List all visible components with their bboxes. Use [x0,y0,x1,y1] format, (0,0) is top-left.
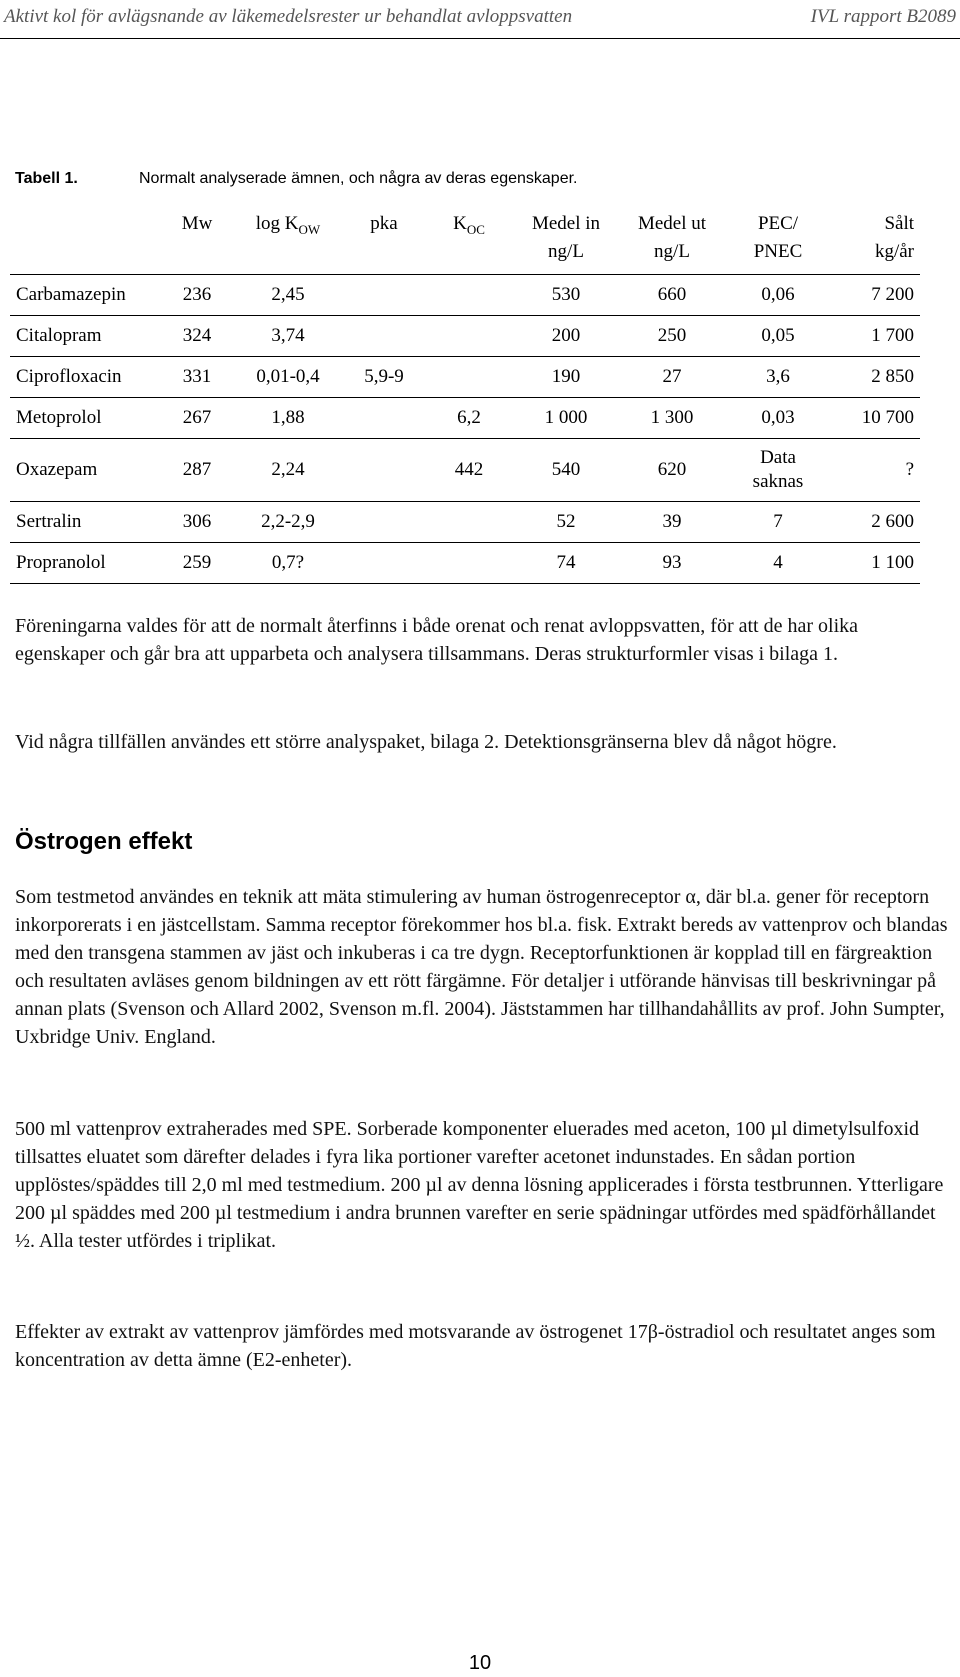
paragraph-extraction: 500 ml vattenprov extraherades med SPE. Sorberade komponenter eluerades med aceton, 100 µl dimetylsulfoxid tillsattes eluatet som därefter delades i fyra lika portioner varefter acetonet indunstades. En sådan portion upplöstes/späddes till 2,0 ml med testmedium. 200 µl av denna lösning applicerades i första testbrunnen. Ytterligare 200 µl späddes med 200 µl testmedium i andra brunnen varefter en serie spädningar utfördes med spädförhållandet ½. Alla tester utfördes i triplikat. [15,1118,944,1252]
cell-koc: 6,2 [424,398,514,439]
cell-medel-ut: 93 [618,543,726,584]
header-logkow: $\log K_{OW}$ [255,213,321,237]
properties-table [10,204,920,584]
cell-mw: 236 [162,275,232,316]
page-number: 10 [468,1652,492,1674]
cell-name: Sertralin [10,502,162,543]
cell-salt: 1 100 [830,543,920,584]
cell-salt: 1 700 [830,316,920,357]
table-row [10,439,920,502]
table-caption-label: Tabell 1. [15,170,78,187]
cell-name: Oxazepam [10,439,162,502]
table-row [10,316,920,357]
cell-mw: 331 [162,357,232,398]
cell-name: Propranolol [10,543,162,584]
cell-pka [344,316,424,357]
table-row [10,398,920,439]
cell-salt: 2 850 [830,357,920,398]
cell-medel-in: 1 000 [514,398,618,439]
header-medel-in: Medel in ng/L [531,213,601,262]
cell-salt: 2 600 [830,502,920,543]
cell-logkow: 2,24 [232,439,344,502]
cell-salt: 10 700 [830,398,920,439]
cell-koc [424,357,514,398]
paragraph-effects: Effekter av extrakt av vattenprov jämfördes med motsvarande av östrogenet 17β-östradiol och resultatet anges som koncentration av detta ämne (E2-enheter). [15,1321,936,1371]
table-header-row [10,204,920,275]
cell-mw: 324 [162,316,232,357]
cell-koc: 442 [424,439,514,502]
cell-pec-pnec: 0,06 [726,275,830,316]
cell-name: Metoprolol [10,398,162,439]
section-heading: Östrogen effekt [15,828,193,855]
cell-logkow: 2,45 [232,275,344,316]
cell-koc [424,316,514,357]
cell-medel-ut: 1 300 [618,398,726,439]
paragraph-test-method: Som testmetod användes en teknik att mäta stimulering av human östrogenreceptor α, där bl.a. gener för receptorn inkorporerats i en jästcellstam. Samma receptor förekommer hos bl.a. fisk. Extrakt bereds av vattenprov och blandas med den transgena stammen av jäst och inkuberas i ca tre dygn. Receptorfunktionen är kopplad till en färgreaktion och resultaten avläses genom bildningen av ett rött färgämne. För detaljer i utförande hänvisas till beskrivningar på annan plats (Svenson och Allard 2002, Svenson m.fl. 2004). Jäststammen har tillhandahållits av prof. John Sumpter, Uxbridge Univ. England. [15,886,948,1048]
cell-pka [344,439,424,502]
header-salt: Sålt kg/år [874,213,914,262]
cell-medel-in: 540 [514,439,618,502]
cell-logkow: 1,88 [232,398,344,439]
cell-medel-ut: 620 [618,439,726,502]
header-report-id: IVL rapport B2089 [810,6,956,27]
paragraph-analysis-package: Vid några tillfällen användes ett större analyspaket, bilaga 2. Detektionsgränserna blev då något högre. [15,731,837,753]
cell-medel-ut: 27 [618,357,726,398]
cell-logkow: 3,74 [232,316,344,357]
cell-pka: 5,9-9 [344,357,424,398]
cell-mw: 267 [162,398,232,439]
header-name [10,204,162,275]
cell-pec-pnec: 7 [726,502,830,543]
table-row [10,543,920,584]
running-header [0,4,960,39]
cell-medel-ut: 660 [618,275,726,316]
cell-salt: ? [830,439,920,502]
header-koc: $K_{OC}$ [453,213,485,237]
cell-pec-pnec: 0,03 [726,398,830,439]
header-pka: pka [370,213,398,234]
cell-medel-ut: 250 [618,316,726,357]
cell-pka [344,275,424,316]
table-caption-text: Normalt analyserade ämnen, och några av deras egenskaper. [139,170,578,187]
cell-koc [424,502,514,543]
cell-name: Citalopram [10,316,162,357]
cell-mw: 259 [162,543,232,584]
cell-koc [424,543,514,584]
cell-pec-pnec: 4 [726,543,830,584]
table-row [10,275,920,316]
cell-pec-pnec: Data saknas [726,439,830,502]
cell-salt: 7 200 [830,275,920,316]
cell-pec-pnec: 0,05 [726,316,830,357]
cell-medel-in: 190 [514,357,618,398]
cell-koc [424,275,514,316]
cell-medel-in: 200 [514,316,618,357]
cell-pka [344,543,424,584]
cell-medel-ut: 39 [618,502,726,543]
cell-logkow: 2,2-2,9 [232,502,344,543]
cell-medel-in: 52 [514,502,618,543]
table-row [10,502,920,543]
cell-medel-in: 530 [514,275,618,316]
header-medel-ut: Medel ut ng/L [637,213,707,262]
cell-pec-pnec: 3,6 [726,357,830,398]
cell-mw: 287 [162,439,232,502]
table-row [10,357,920,398]
header-pec-pnec: PEC/ PNEC [753,213,803,262]
header-title: Aktivt kol för avlägsnande av läkemedelsrester ur behandlat avloppsvatten [4,6,573,27]
header-mw: Mw [181,213,213,234]
cell-pka [344,398,424,439]
table-caption [15,170,577,188]
cell-medel-in: 74 [514,543,618,584]
paragraph-selection: Föreningarna valdes för att de normalt återfinns i både orenat och renat avloppsvatten, för att de har olika egenskaper och går bra att upparbeta och analysera tillsammans. Deras strukturformler visas i bilaga 1. [15,615,859,665]
cell-logkow: 0,01-0,4 [232,357,344,398]
cell-name: Ciprofloxacin [10,357,162,398]
cell-mw: 306 [162,502,232,543]
cell-logkow: 0,7? [232,543,344,584]
cell-pka [344,502,424,543]
cell-name: Carbamazepin [10,275,162,316]
